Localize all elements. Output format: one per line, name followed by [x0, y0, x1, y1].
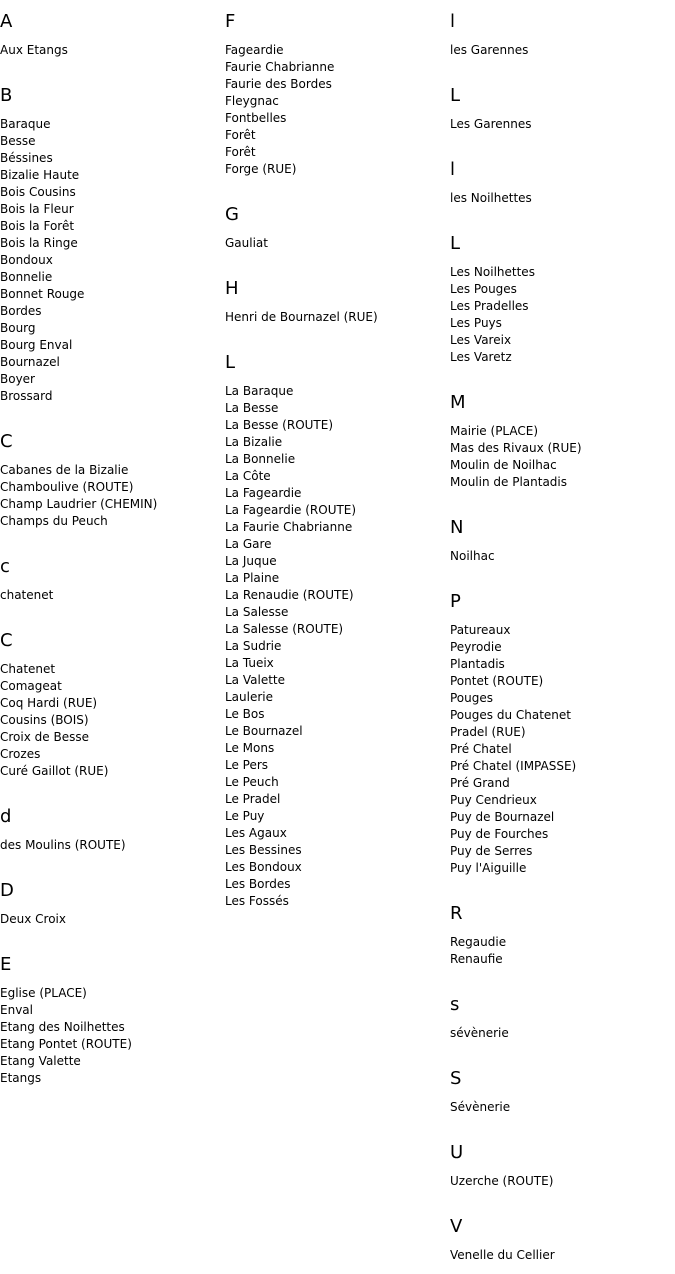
place-list	[0, 42, 220, 59]
section-letter-heading: U	[450, 1142, 464, 1163]
place-link[interactable]: Moulin de Plantadis	[450, 475, 567, 489]
letter-section	[225, 12, 445, 178]
letter-section	[0, 432, 220, 530]
place-link[interactable]: Les Bordes	[225, 877, 291, 891]
section-spacer	[450, 207, 675, 234]
place-link[interactable]: Puy de Fourches	[450, 827, 549, 841]
place-link[interactable]: Les Noilhettes	[450, 265, 535, 279]
place-link[interactable]: La Besse	[225, 401, 279, 415]
place-list	[450, 116, 675, 133]
index-column-3	[450, 12, 675, 1264]
place-link[interactable]: Etang des Noilhettes	[0, 1020, 125, 1034]
place-link[interactable]: Deux Croix	[0, 912, 66, 926]
place-link[interactable]: Bizalie Haute	[0, 168, 80, 182]
place-link[interactable]: des Moulins (ROUTE)	[0, 838, 126, 852]
letter-section	[450, 995, 675, 1042]
place-list	[0, 911, 220, 928]
letter-section	[0, 631, 220, 780]
place-link[interactable]: Peyrodie	[450, 640, 502, 654]
place-link[interactable]: Gauliat	[225, 236, 268, 250]
section-spacer	[0, 854, 220, 881]
section-spacer	[450, 1190, 675, 1217]
section-spacer	[450, 133, 675, 160]
section-letter-heading: N	[450, 517, 464, 538]
place-link[interactable]: Baraque	[0, 117, 51, 131]
section-letter-heading: R	[450, 903, 463, 924]
place-link[interactable]: Les Varetz	[450, 350, 512, 364]
place-list	[450, 1025, 675, 1042]
section-letter-heading: B	[0, 85, 13, 106]
place-link[interactable]: Pontet (ROUTE)	[450, 674, 544, 688]
place-link[interactable]: Les Pouges	[450, 282, 517, 296]
place-link[interactable]: Cabanes de la Bizalie	[0, 463, 129, 477]
section-spacer	[0, 530, 220, 557]
letter-section	[0, 881, 220, 928]
place-link[interactable]: Cousins (BOIS)	[0, 713, 89, 727]
place-link[interactable]: Coq Hardi (RUE)	[0, 696, 98, 710]
place-link[interactable]: Croix de Besse	[0, 730, 89, 744]
place-link[interactable]: Pouges du Chatenet	[450, 708, 571, 722]
letter-section	[450, 234, 675, 366]
place-link[interactable]: Patureaux	[450, 623, 511, 637]
place-link[interactable]: Puy l'Aiguille	[450, 861, 527, 875]
place-link[interactable]: Comageat	[0, 679, 62, 693]
place-link[interactable]: Curé Gaillot (RUE)	[0, 764, 109, 778]
place-list	[0, 985, 220, 1087]
letter-section	[0, 86, 220, 405]
place-link[interactable]: Pré Grand	[450, 776, 510, 790]
place-link[interactable]: Regaudie	[450, 935, 507, 949]
place-link[interactable]: Chatenet	[0, 662, 56, 676]
place-link[interactable]: La Côte	[225, 469, 271, 483]
place-link[interactable]: Bourg	[0, 321, 36, 335]
place-link[interactable]: La Baraque	[225, 384, 294, 398]
place-list	[450, 42, 675, 59]
place-link[interactable]: Forge (RUE)	[225, 162, 297, 176]
place-link[interactable]: Bonnet Rouge	[0, 287, 85, 301]
place-list	[0, 462, 220, 530]
place-list	[0, 837, 220, 854]
place-link[interactable]: Les Agaux	[225, 826, 287, 840]
place-link[interactable]: Laulerie	[225, 690, 274, 704]
index-column-2	[225, 12, 445, 910]
place-link[interactable]: Le Mons	[225, 741, 275, 755]
place-link[interactable]: Bondoux	[0, 253, 53, 267]
place-link[interactable]: Champs du Peuch	[0, 514, 108, 528]
place-link[interactable]: Moulin de Noilhac	[450, 458, 557, 472]
place-link[interactable]: Fleygnac	[225, 94, 279, 108]
place-link[interactable]: Le Peuch	[225, 775, 279, 789]
place-link[interactable]: Les Pradelles	[450, 299, 529, 313]
place-link[interactable]: Renaufie	[450, 952, 503, 966]
section-letter-heading: F	[225, 11, 236, 32]
place-link[interactable]: les Garennes	[450, 43, 529, 57]
place-link[interactable]: La Faurie Chabrianne	[225, 520, 353, 534]
place-link[interactable]: Fageardie	[225, 43, 284, 57]
place-link[interactable]: La Fageardie (ROUTE)	[225, 503, 357, 517]
index-column-1	[0, 12, 220, 1087]
place-link[interactable]: Aux Etangs	[0, 43, 68, 57]
place-link[interactable]: Bonnelie	[0, 270, 53, 284]
section-spacer	[225, 178, 445, 205]
section-letter-heading: L	[225, 352, 236, 373]
place-link[interactable]: La Sudrie	[225, 639, 282, 653]
section-letter-heading: G	[225, 204, 239, 225]
place-link[interactable]: La Besse (ROUTE)	[225, 418, 334, 432]
section-letter-heading: l	[450, 159, 456, 180]
place-list	[450, 423, 675, 491]
section-letter-heading: V	[450, 1216, 463, 1237]
section-letter-heading: H	[225, 278, 239, 299]
place-link[interactable]: Bordes	[0, 304, 42, 318]
place-link[interactable]: Pouges	[450, 691, 494, 705]
section-spacer	[0, 59, 220, 86]
place-list	[450, 1173, 675, 1190]
section-spacer	[450, 565, 675, 592]
letter-section	[450, 393, 675, 491]
section-spacer	[450, 968, 675, 995]
section-spacer	[450, 366, 675, 393]
section-spacer	[0, 604, 220, 631]
section-letter-heading: d	[0, 806, 12, 827]
place-link[interactable]: Les Vareix	[450, 333, 512, 347]
place-link[interactable]: Le Puy	[225, 809, 265, 823]
place-list	[450, 548, 675, 565]
letter-section	[450, 904, 675, 968]
place-link[interactable]: La Salesse	[225, 605, 289, 619]
section-spacer	[450, 1116, 675, 1143]
place-list	[225, 309, 445, 326]
place-link[interactable]: La Fageardie	[225, 486, 302, 500]
place-link[interactable]: Plantadis	[450, 657, 505, 671]
place-link[interactable]: Pradel (RUE)	[450, 725, 526, 739]
place-link[interactable]: Les Bessines	[225, 843, 302, 857]
place-list	[225, 383, 445, 910]
place-link[interactable]: Mairie (PLACE)	[450, 424, 539, 438]
letter-section	[450, 1143, 675, 1190]
section-letter-heading: E	[0, 954, 12, 975]
section-spacer	[450, 1042, 675, 1069]
place-link[interactable]: Fontbelles	[225, 111, 287, 125]
section-letter-heading: P	[450, 591, 461, 612]
letter-section	[225, 353, 445, 910]
letter-section	[450, 160, 675, 207]
place-link[interactable]: Le Pers	[225, 758, 269, 772]
place-link[interactable]: Etang Valette	[0, 1054, 81, 1068]
place-link[interactable]: Crozes	[0, 747, 41, 761]
section-letter-heading: A	[0, 11, 13, 32]
place-link[interactable]: Forêt	[225, 128, 256, 142]
letter-section	[0, 557, 220, 604]
section-letter-heading: C	[0, 630, 13, 651]
place-link[interactable]: Chamboulive (ROUTE)	[0, 480, 134, 494]
place-link[interactable]: Sévènerie	[450, 1100, 511, 1114]
place-link[interactable]: La Plaine	[225, 571, 280, 585]
place-link[interactable]: La Valette	[225, 673, 285, 687]
place-link[interactable]: Besse	[0, 134, 36, 148]
place-link[interactable]: Etang Pontet (ROUTE)	[0, 1037, 132, 1051]
letter-section	[225, 279, 445, 326]
letter-section	[450, 592, 675, 877]
place-link[interactable]: Pré Chatel (IMPASSE)	[450, 759, 577, 773]
place-link[interactable]: La Renaudie (ROUTE)	[225, 588, 354, 602]
section-spacer	[0, 780, 220, 807]
section-spacer	[450, 877, 675, 904]
place-link[interactable]: Puy Cendrieux	[450, 793, 537, 807]
place-list	[450, 934, 675, 968]
place-list	[450, 1247, 675, 1264]
place-link[interactable]: Mas des Rivaux (RUE)	[450, 441, 582, 455]
place-link[interactable]: Bois la Ringe	[0, 236, 78, 250]
place-list	[0, 661, 220, 780]
place-link[interactable]: La Bonnelie	[225, 452, 296, 466]
place-link[interactable]: La Bizalie	[225, 435, 283, 449]
section-spacer	[450, 491, 675, 518]
section-letter-heading: l	[450, 11, 456, 32]
letter-section	[0, 12, 220, 59]
section-spacer	[0, 928, 220, 955]
place-link[interactable]: Bois Cousins	[0, 185, 76, 199]
place-link[interactable]: Les Bondoux	[225, 860, 302, 874]
place-link[interactable]: Faurie Chabrianne	[225, 60, 335, 74]
place-link[interactable]: Brossard	[0, 389, 53, 403]
place-list	[450, 190, 675, 207]
place-link[interactable]: Champ Laudrier (CHEMIN)	[0, 497, 158, 511]
place-link[interactable]: Forêt	[225, 145, 256, 159]
place-link[interactable]: sévènerie	[450, 1026, 509, 1040]
place-link[interactable]: Le Bournazel	[225, 724, 303, 738]
place-list	[450, 1099, 675, 1116]
place-link[interactable]: Le Pradel	[225, 792, 281, 806]
section-letter-heading: L	[450, 233, 461, 254]
place-link[interactable]: Uzerche (ROUTE)	[450, 1174, 554, 1188]
section-spacer	[0, 405, 220, 432]
section-letter-heading: C	[0, 431, 13, 452]
section-letter-heading: S	[450, 1068, 462, 1089]
place-link[interactable]: Le Bos	[225, 707, 265, 721]
place-link[interactable]: Béssines	[0, 151, 53, 165]
letter-section	[225, 205, 445, 252]
place-link[interactable]: les Noilhettes	[450, 191, 532, 205]
place-list	[450, 622, 675, 877]
place-list	[450, 264, 675, 366]
letter-section	[450, 1217, 675, 1264]
place-link[interactable]: La Juque	[225, 554, 277, 568]
place-link[interactable]: La Gare	[225, 537, 272, 551]
place-link[interactable]: Pré Chatel	[450, 742, 512, 756]
place-link[interactable]: Les Fossés	[225, 894, 289, 908]
place-list	[225, 42, 445, 178]
place-link[interactable]: Henri de Bournazel (RUE)	[225, 310, 378, 324]
section-letter-heading: c	[0, 556, 10, 577]
place-link[interactable]: Bournazel	[0, 355, 60, 369]
place-link[interactable]: Etangs	[0, 1071, 42, 1085]
place-link[interactable]: Noilhac	[450, 549, 495, 563]
letter-section	[450, 518, 675, 565]
section-letter-heading: L	[450, 85, 461, 106]
place-link[interactable]: Eglise (PLACE)	[0, 986, 87, 1000]
place-link[interactable]: Puy de Serres	[450, 844, 533, 858]
place-link[interactable]: Venelle du Cellier	[450, 1248, 555, 1262]
letter-section	[0, 807, 220, 854]
section-spacer	[225, 252, 445, 279]
section-spacer	[225, 326, 445, 353]
place-link[interactable]: Boyer	[0, 372, 35, 386]
place-link[interactable]: Les Garennes	[450, 117, 532, 131]
place-list	[0, 587, 220, 604]
letter-section	[450, 86, 675, 133]
section-letter-heading: M	[450, 392, 466, 413]
place-link[interactable]: Enval	[0, 1003, 33, 1017]
place-link[interactable]: Bois la Forêt	[0, 219, 75, 233]
section-letter-heading: s	[450, 994, 460, 1015]
place-list	[0, 116, 220, 405]
place-list	[225, 235, 445, 252]
place-link[interactable]: Bois la Fleur	[0, 202, 74, 216]
place-link[interactable]: chatenet	[0, 588, 54, 602]
place-link[interactable]: Puy de Bournazel	[450, 810, 555, 824]
place-link[interactable]: Faurie des Bordes	[225, 77, 332, 91]
place-link[interactable]: La Tueix	[225, 656, 274, 670]
place-link[interactable]: Bourg Enval	[0, 338, 73, 352]
place-link[interactable]: La Salesse (ROUTE)	[225, 622, 344, 636]
letter-section	[450, 12, 675, 59]
section-letter-heading: D	[0, 880, 14, 901]
place-link[interactable]: Les Puys	[450, 316, 502, 330]
section-spacer	[450, 59, 675, 86]
letter-section	[0, 955, 220, 1087]
letter-section	[450, 1069, 675, 1116]
